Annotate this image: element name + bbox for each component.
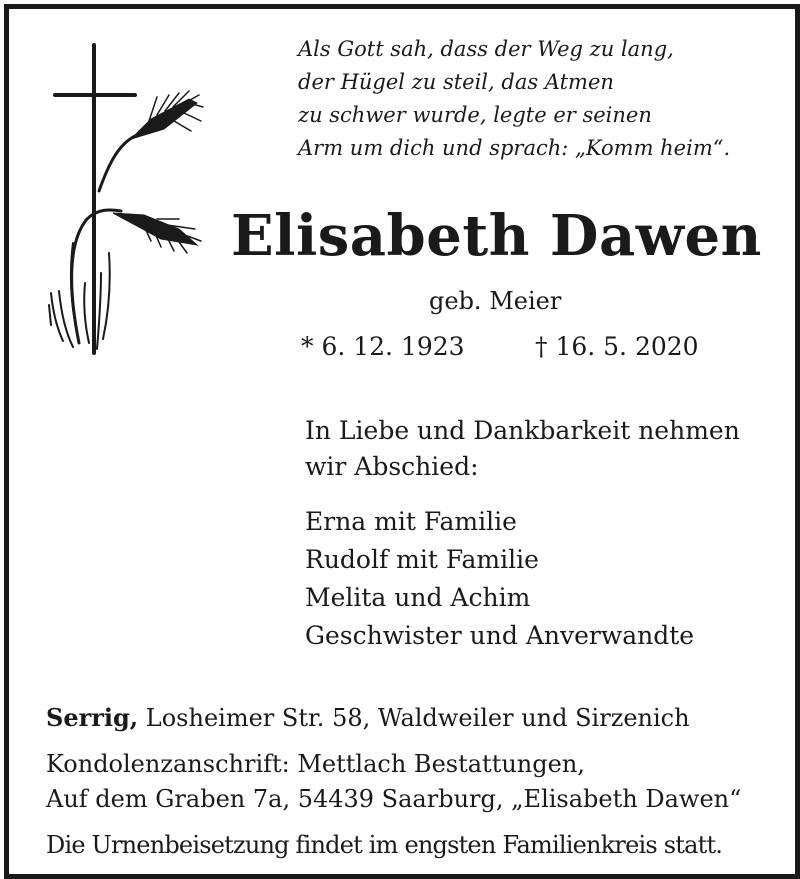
condolence-line: Kondolenzanschrift: Mettlach Bestattungen, xyxy=(46,750,585,778)
mourners-list xyxy=(305,503,694,655)
family-address xyxy=(46,703,690,732)
poem-line: der Hügel zu steil, das Atmen xyxy=(298,70,614,94)
poem-line: zu schwer wurde, legte er seinen xyxy=(298,103,652,127)
intro-line: In Liebe und Dankbarkeit nehmen xyxy=(305,416,740,445)
poem xyxy=(298,33,730,165)
condolence-line: Auf dem Graben 7a, 54439 Saarburg, „Elisabeth Dawen“ xyxy=(46,785,742,813)
mourner-name: Erna mit Familie xyxy=(305,507,517,536)
intro-line: wir Abschied: xyxy=(305,452,479,481)
poem-line: Als Gott sah, dass der Weg zu lang, xyxy=(298,37,674,61)
poem-line: Arm um dich und sprach: „Komm heim“. xyxy=(298,136,731,160)
mourner-name: Rudolf mit Familie xyxy=(305,545,539,574)
mourners-intro xyxy=(305,413,740,485)
mourner-name: Geschwister und Anverwandte xyxy=(305,621,695,650)
birth-date: * 6. 12. 1923 xyxy=(301,332,465,361)
deceased-name: Elisabeth Dawen xyxy=(231,203,762,269)
place-name: Serrig, xyxy=(46,703,139,732)
mourner-name: Melita und Achim xyxy=(305,583,531,612)
obituary-frame xyxy=(4,4,800,879)
birth-name: geb. Meier xyxy=(429,287,562,315)
cross-with-wheat-icon xyxy=(39,43,209,359)
burial-note: Die Urnenbeisetzung findet im engsten Familienkreis statt. xyxy=(46,831,723,859)
condolence-address xyxy=(46,747,741,817)
death-date: † 16. 5. 2020 xyxy=(535,332,699,361)
address-rest: Losheimer Str. 58, Waldweiler und Sirzenich xyxy=(138,704,690,732)
